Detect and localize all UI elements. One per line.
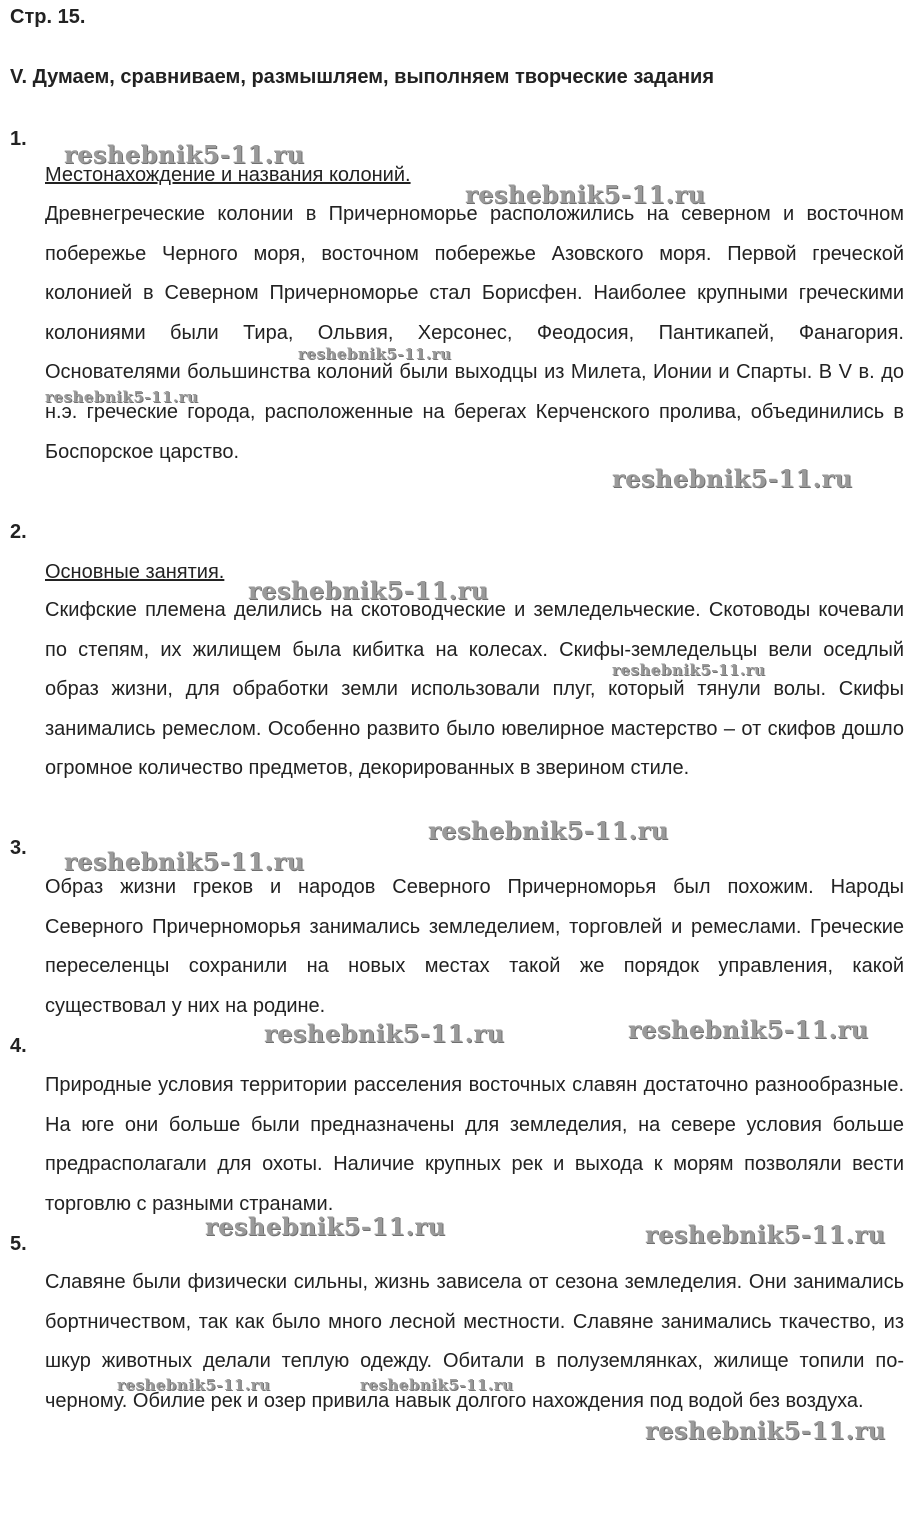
watermark: reshebnik5-11.ru (64, 847, 305, 876)
watermark: reshebnik5-11.ru (612, 661, 766, 679)
watermark: reshebnik5-11.ru (645, 1220, 886, 1249)
task-4-number: 4. (10, 1035, 27, 1057)
watermark: reshebnik5-11.ru (298, 345, 452, 363)
watermark: reshebnik5-11.ru (264, 1019, 505, 1048)
section-title: V. Думаем, сравниваем, размышляем, выполняем творческие задания (10, 66, 715, 88)
task-4-text: Природные условия территории расселения восточных славян достаточно разнообразные. На юге они больше были предназначены для земледелия, на севере условия больше предрасполагали для охоты. Наличие крупных рек и выхода к морям позволяли вести торговлю с разными странами. (45, 1074, 904, 1215)
watermark: reshebnik5-11.ru (117, 1376, 271, 1394)
watermark: reshebnik5-11.ru (64, 140, 305, 169)
watermark: reshebnik5-11.ru (248, 576, 489, 605)
task-2-subheading: Основные занятия. (45, 561, 225, 583)
page-number: Стр. 15. (10, 6, 86, 28)
task-1-number: 1. (10, 128, 27, 150)
watermark: reshebnik5-11.ru (360, 1376, 514, 1394)
task-2-number: 2. (10, 521, 27, 543)
watermark: reshebnik5-11.ru (645, 1416, 886, 1445)
watermark: reshebnik5-11.ru (428, 816, 669, 845)
task-3-number: 3. (10, 837, 27, 859)
task-2-text: Скифские племена делились на скотоводческие и земледельческие. Скотоводы кочевали по степям, их жилищем была кибитка на колесах. Скифы-земледельцы вели оседлый образ жизни, для обработки земли использовали плуг, который тянули волы. Скифы занимались ремеслом. Особенно развито было ювелирное мастерство – от скифов дошло огромное количество предметов, декорированных в зверином стиле. (45, 599, 904, 780)
watermark: reshebnik5-11.ru (45, 388, 199, 406)
task-5-number: 5. (10, 1233, 27, 1255)
task-1-subheading: Местонахождение и названия колоний. (45, 164, 411, 186)
task-1-text: Древнегреческие колонии в Причерноморье расположились на северном и восточном побережье Черного моря, восточном побережье Азовского моря. Первой греческой колонией в Северном Причерноморье стал Борисфен. Наиболее крупными греческими колониями были Тира, Ольвия, Херсонес, Феодосия, Пантикапей, Фанагория. Основателями большинства колоний были выходцы из Милета, Ионии и Спарты. В V в. до н.э. греческие города, расположенные на берегах Керченского пролива, объединились в Боспорское царство. (45, 203, 904, 463)
watermark: reshebnik5-11.ru (465, 180, 706, 209)
watermark: reshebnik5-11.ru (205, 1212, 446, 1241)
watermark: reshebnik5-11.ru (612, 464, 853, 493)
task-5-text: Славяне были физически сильны, жизнь зависела от сезона земледелия. Они занимались бортничеством, так как было много лесной местности. Славяне занимались ткачество, из шкур животных делали теплую одежду. Обитали в полуземлянках, жилище топили по-черному. Обилие рек и озер привила навык долгого нахождения под водой без воздуха. (45, 1271, 904, 1412)
task-3-text: Образ жизни греков и народов Северного Причерноморья был похожим. Народы Северного Причерноморья занимались земледелием, торговлей и ремеслами. Греческие переселенцы сохранили на новых местах такой же порядок управления, какой существовал у них на родине. (45, 876, 904, 1017)
watermark: reshebnik5-11.ru (628, 1015, 869, 1044)
